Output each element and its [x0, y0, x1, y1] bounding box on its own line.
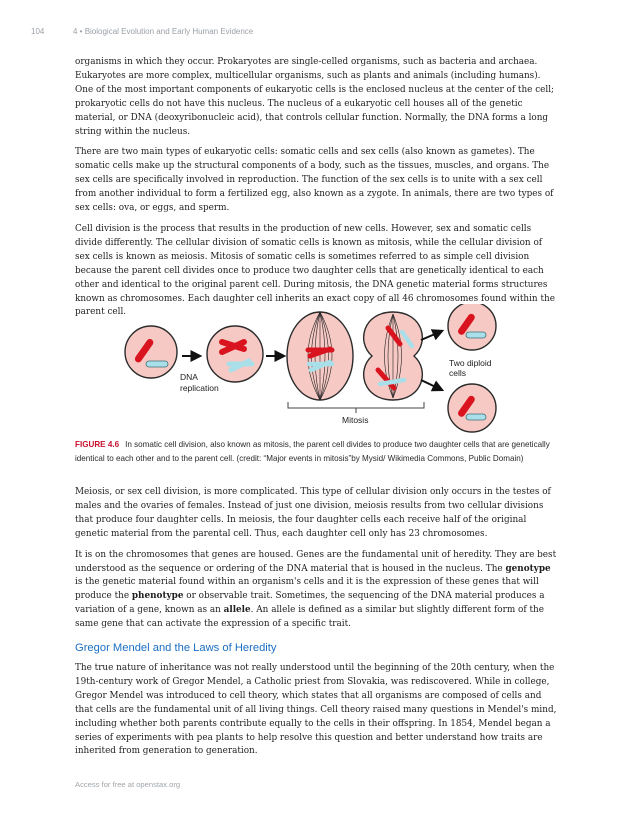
- body-text-bottom: [75, 486, 557, 766]
- paragraph: There are two main types of eukaryotic cells: somatic cells and sex cells (also known as gametes). The somatic cells make up the structural components of a body, such as the tissues, muscles, and organs. The sex cells are specifically involved in reproduction. The function of the sex cells is to unite with a sex cell from another individual to form a fertilized egg, also known as a zygote. In animals, there are two types of sex cells: ova, or eggs, and sperm.: [75, 147, 554, 214]
- arrow-3: [421, 331, 442, 340]
- replicated-cell: [207, 326, 263, 382]
- two-diploid-label-2: cells: [449, 368, 467, 378]
- mitosis-label: Mitosis: [342, 415, 369, 425]
- paragraph: The true nature of inheritance was not really understood until the beginning of the 20th century, when the 19th-century work of Gregor Mendel, a Catholic priest from Slovakia, was rediscovered. While in college, Gregor Mendel was introduced to cell theory, which states that all organisms are composed of cells and that cells are the fundamental unit of all living things. Cell theory raised many questions in Mendel's mind, including whether both parents contribute equally to the cells in their offspring. In 1854, Mendel began a series of experiments with pea plants to help resolve this question and better understand how traits are inherited from generation to generation.: [75, 662, 557, 757]
- section-title: Gregor Mendel and the Laws of Heredity: [75, 642, 277, 655]
- parent-cell: [125, 326, 177, 378]
- paragraph: Cell division is the process that results in the production of new cells. However, sex and somatic cells divide differently. The cellular division of somatic cells is known as mitosis, while the cellular division of sex cells is known as meiosis. Mitosis of somatic cells is sometimes referred to as simple cell division because the parent cell divides once to produce two daughter cells that are genetically identical to each other and identical to the original parent cell. During mitosis, the DNA genetic material forms structures known as chromosomes. Each daughter cell inherits an exact copy of all 46 chromosomes found within the parent cell.: [75, 223, 555, 318]
- metaphase-cell: [287, 312, 353, 400]
- paragraph: organisms in which they occur. Prokaryotes are single-celled organisms, such as bacteria and archaea. Eukaryotes are more complex, multicellular organisms, such as plants and animals (including humans). One of the most important components of eukaryotic cells is the enclosed nucleus at the center of the cell; prokaryotic cells do not have this nucleus. The nucleus of a eukaryotic cell houses all of the genetic material, or DNA (deoxyribonucleic acid), that controls cellular function. Normally, the DNA forms a long string within the nucleus.: [75, 57, 555, 137]
- term-phenotype: phenotype: [131, 591, 184, 602]
- mitosis-bracket: [288, 402, 424, 408]
- body-text-top: [75, 56, 557, 327]
- daughter-cell-bottom: [448, 384, 496, 432]
- daughter-cell-top: [448, 304, 496, 350]
- term-allele: allele: [223, 605, 251, 616]
- term-genotype: genotype: [505, 563, 551, 574]
- paragraph: Meiosis, or sex cell division, is more complicated. This type of cellular division only occurs in the testes of males and the ovaries of females. Instead of just one division, meiosis results from two cellular divisions that produce four daughter cells. In meiosis, the four daughter cells each receive half of the original genetic material from the parental cell. Thus, each daughter cell only has 23 chromosomes.: [75, 487, 551, 539]
- caption-text: In somatic cell division, also known as mitosis, the parent cell divides to produce two daughter cells that are genetically identical to each other and to the parent cell. (credit: “Major events in mitosis”by Mysid/ Wikimedia Commons, Public Domain): [75, 440, 550, 463]
- mitosis-figure: [118, 304, 510, 434]
- two-diploid-label: Two diploid: [449, 358, 492, 368]
- anaphase-cell: [364, 312, 423, 400]
- running-header: [31, 27, 253, 36]
- running-title: 4 • Biological Evolution and Early Human Evidence: [73, 27, 254, 36]
- footer-link[interactable]: Access for free at openstax.org: [75, 780, 181, 789]
- figure-caption: [75, 438, 555, 466]
- figure-number: FIGURE 4.6: [75, 440, 120, 449]
- arrow-4: [421, 380, 442, 390]
- page-number: 104: [31, 27, 45, 36]
- dna-replication-label: DNA: [180, 372, 198, 382]
- dna-replication-label-2: replication: [180, 383, 219, 393]
- paragraph: It is on the chromosomes that genes are housed. Genes are the fundamental unit of heredity. They are best understood as the sequence or ordering of the DNA material that is housed in the nucleus. The genotype is the genetic material found within an organism's cells and it is the expression of these genes that will produce the phenotype or observable trait. Sometimes, the sequencing of the DNA material produces a variation of a gene, known as an allele. An allele is defined as a similar but slightly different form of the same gene that can activate the expression of a specific trait.: [75, 549, 557, 630]
